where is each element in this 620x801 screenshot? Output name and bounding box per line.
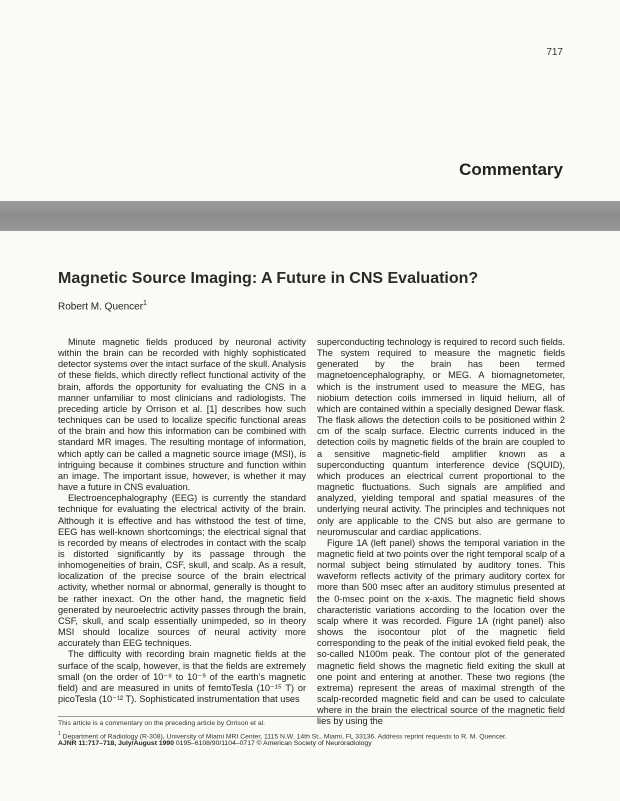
author-name: Robert M. Quencer xyxy=(58,301,144,313)
paragraph: superconducting technology is required to record such fields. The system required to measure the magnetic fields generated by the brain has been termed magnetoencephalography, or MEG. A biomagnetometer, which is the instrument used to measure the MEG, has niobium detection coils immersed in liquid helium, all of which are contained within a specially designed Dewar flask. The flask allows the detection coils to be positioned within 2 cm of the scalp surface. Electric currents induced in the detection coils by magnetic fields of the brain are coupled to a sensitive magnetic-field amplifier known as a superconducting quantum interference device (SQUID), which produces an electrical current proportional to the magnetic fluctuations. Such signals are amplified and analyzed, yielding temporal and spatial measures of the underlying neural activity. The principles and techniques not only are applicable to the CNS but also are germane to neuromuscular and cardiac applications. xyxy=(317,337,565,537)
author xyxy=(58,300,147,312)
paragraph: The difficulty with recording brain magnetic fields at the surface of the scalp, however, is that the fields are extremely small (on the order of 10⁻⁸ to 10⁻⁹ of the earth’s magnetic field) and are measured in units of femtoTesla (10⁻¹⁵ T) or picoTesla (10⁻¹² T). Sophisticated instrumentation that uses xyxy=(58,649,306,704)
section-label: Commentary xyxy=(459,160,563,179)
footnote-commentary: This article is a commentary on the preceding article by Orrison et al. xyxy=(58,720,266,727)
page-number: 717 xyxy=(546,47,563,58)
footnotes xyxy=(58,719,563,742)
journal-citation-ref: AJNR 11:717–718, July/August 1990 xyxy=(58,740,174,747)
author-footnote-marker: 1 xyxy=(143,300,147,307)
journal-citation xyxy=(58,740,372,747)
article-title: Magnetic Source Imaging: A Future in CNS Evaluation? xyxy=(58,270,479,287)
body-column-right xyxy=(317,337,565,727)
footnote-marker: 1 xyxy=(58,731,61,737)
footnote-divider xyxy=(58,716,563,717)
paragraph: Figure 1A (left panel) shows the temporal variation in the magnetic field at two points over the right temporal scalp of a normal subject being stimulated by auditory tones. This waveform reflects activity of the primary auditory cortex for more than 500 msec after an auditory stimulus presented at the 0-msec point on the x-axis. The magnetic field shows characteristic variations according to the location over the scalp where it was recorded. Figure 1A (right panel) also shows the isocontour plot of the magnetic field corresponding to the peak of the initial evoked field peak, the so-called N100m peak. The contour plot of the generated magnetic field shows the magnetic field exiting the skull at one point and entering at another. These two regions (the extrema) represent the areas of maximal strength of the scalp-recorded magnetic field and can be used to calculate where in the brain the electrical source of the magnetic field lies by using the xyxy=(317,537,565,727)
body-column-left xyxy=(58,337,306,705)
paragraph: Electroencephalography (EEG) is currently the standard technique for evaluating the electrical activity of the brain. Although it is effective and has withstood the test of time, EEG has well-known shortcomings; the electrical signal that is recorded by means of electrodes in contact with the scalp is distorted significantly by its passage through the inhomogeneities of brain, CSF, skull, and scalp. As a result, localization of the precise source of the brain electrical activity, whether normal or abnormal, generally is thought to be rather inexact. On the other hand, the magnetic field generated by neuroelectric activity passes through the brain, CSF, skull, and scalp essentially unimpeded, so in theory MSI should localize sources of neural activity more accurately than EEG techniques. xyxy=(58,493,306,649)
footnote-affiliation-text: Department of Radiology (R-308), University of Miami MRI Center, 1115 N.W. 14th St., Miami, FL 33136. Address reprint requests to R. M. Quencer. xyxy=(62,733,507,741)
journal-citation-details: 0195–6108/90/1104–0717 © American Society of Neuroradiology xyxy=(175,740,372,747)
paragraph: Minute magnetic fields produced by neuronal activity within the brain can be recorded with highly sophisticated detector systems over the intact surface of the skull. Analysis of these fields, which directly reflect functional activity of the brain, affords the opportunity for evaluating the CNS in a manner unfamiliar to most clinicians and radiologists. The preceding article by Orrison et al. [1] describes how such techniques can be used to localize specific functional areas of the brain and how this information can be combined with standard MR images. The resulting montage of information, which aptly can be called a magnetic source image (MSI), is intriguing because it combines structure and function within an image. The important issue, however, is whether it may have a future in CNS evaluation. xyxy=(58,337,306,493)
header-band xyxy=(0,201,620,231)
